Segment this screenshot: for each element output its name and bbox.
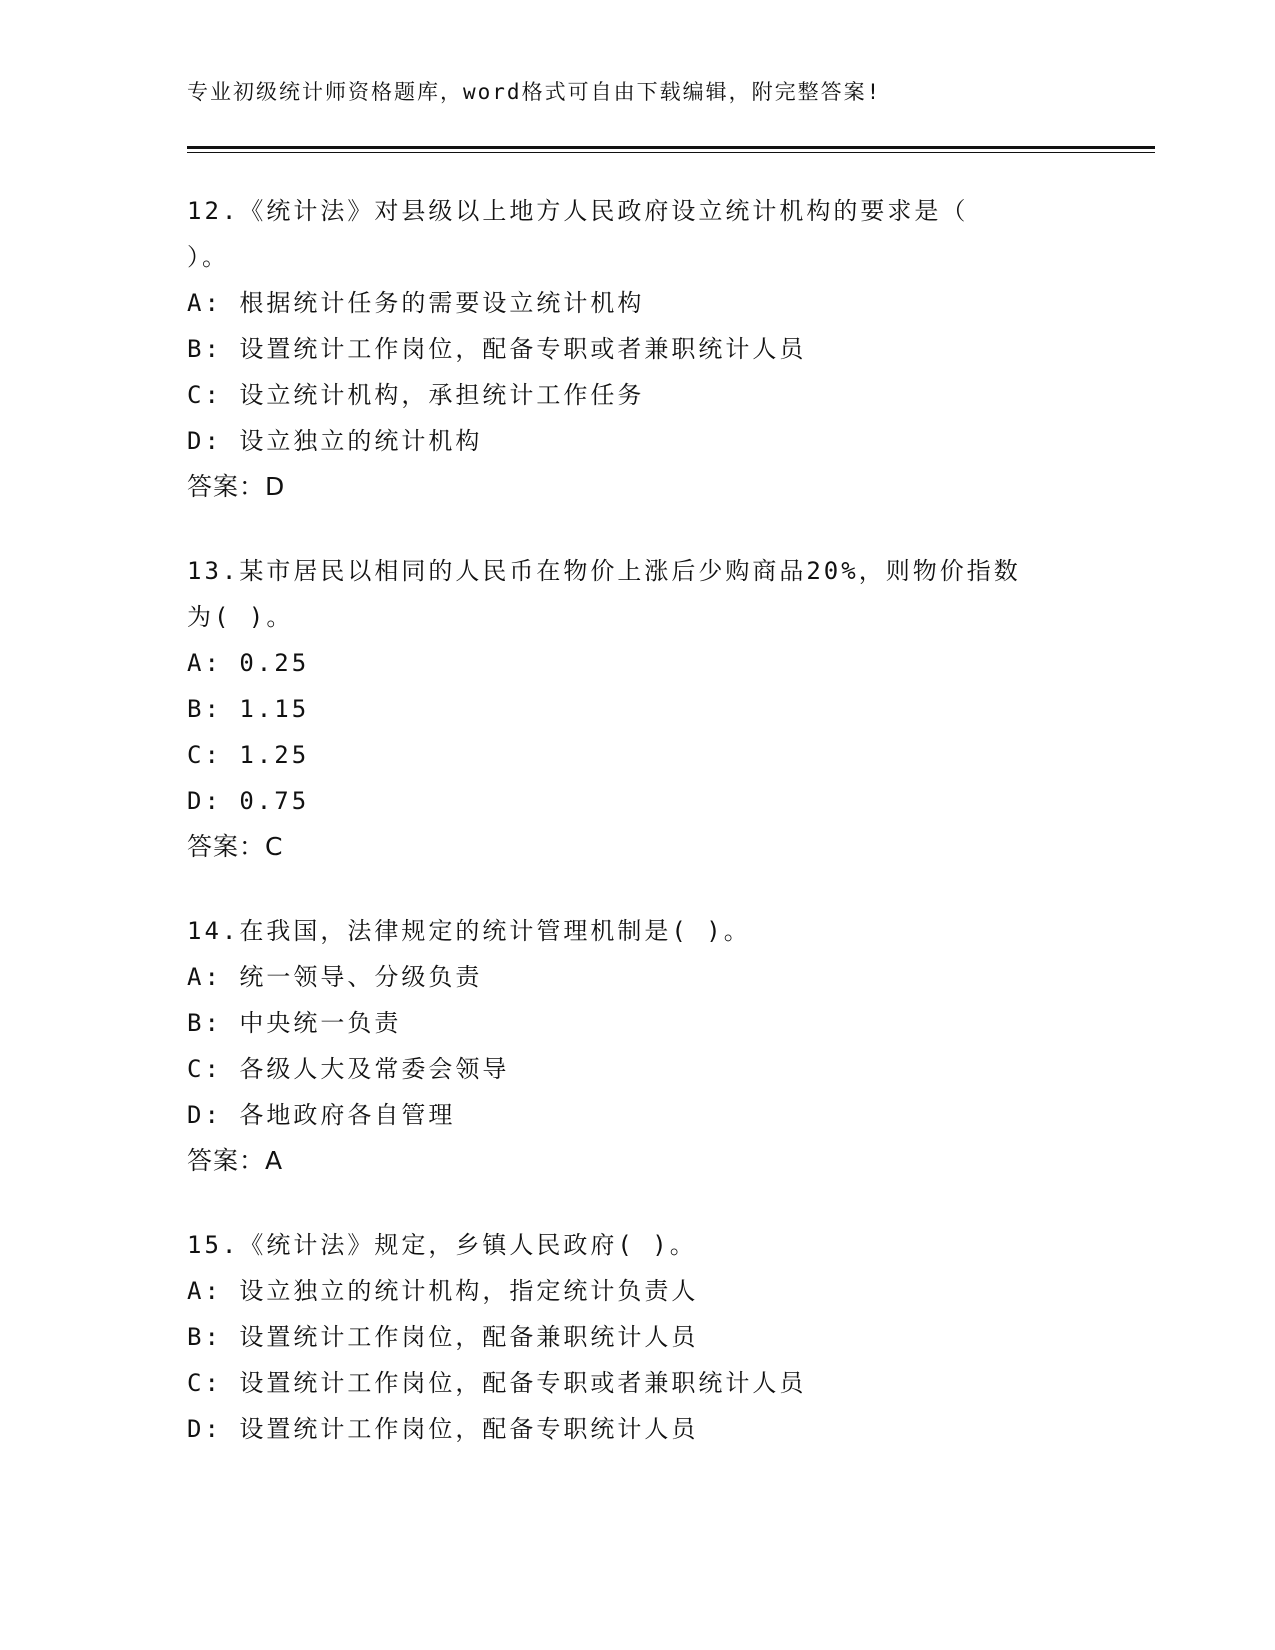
option-a: A: 根据统计任务的需要设立统计机构 [187,289,645,317]
option-c: C: 设立统计机构，承担统计工作任务 [187,381,645,409]
option-d: D: 0.75 [187,787,310,815]
answer: 答案：D [187,472,286,501]
question-text: 为( )。 [187,603,294,631]
question-text: 12.《统计法》对县级以上地方人民政府设立统计机构的要求是（ [187,197,969,225]
option-c: C: 1.25 [187,741,310,769]
question-text: 14.在我国，法律规定的统计管理机制是( )。 [187,917,751,945]
option-d: D: 各地政府各自管理 [187,1101,456,1129]
question-text: 15.《统计法》规定，乡镇人民政府( )。 [187,1231,697,1259]
option-a: A: 0.25 [187,649,310,677]
option-a: A: 统一领导、分级负责 [187,963,483,991]
question-14 [187,908,1087,1184]
option-b: B: 设置统计工作岗位，配备专职或者兼职统计人员 [187,335,807,363]
option-b: B: 设置统计工作岗位，配备兼职统计人员 [187,1323,699,1351]
answer: 答案：C [187,832,284,861]
question-15 [187,1222,1087,1452]
option-b: B: 1.15 [187,695,310,723]
answer: 答案：A [187,1146,284,1175]
option-c: C: 各级人大及常委会领导 [187,1055,510,1083]
header-rule-thick [187,146,1155,149]
header-rule-thin [187,152,1155,153]
option-c: C: 设置统计工作岗位，配备专职或者兼职统计人员 [187,1369,807,1397]
question-12 [187,188,1087,510]
option-d: D: 设置统计工作岗位，配备专职统计人员 [187,1415,699,1443]
option-d: D: 设立独立的统计机构 [187,427,483,455]
question-text: ）。 [187,243,229,271]
question-13 [187,548,1087,870]
option-b: B: 中央统一负责 [187,1009,402,1037]
question-text: 13.某市居民以相同的人民币在物价上涨后少购商品20%，则物价指数 [187,557,1021,585]
document-header: 专业初级统计师资格题库，word格式可自由下载编辑，附完整答案! [187,80,882,104]
option-a: A: 设立独立的统计机构，指定统计负责人 [187,1277,699,1305]
